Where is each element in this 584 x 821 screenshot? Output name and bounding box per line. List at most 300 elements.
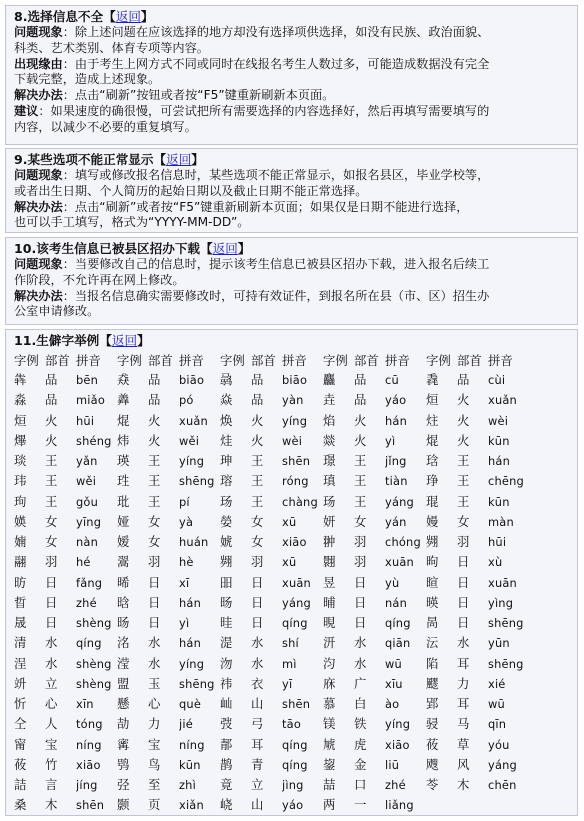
- line-text: ：除上述问题在应该选择的地方却没有选择项供选择，如没有民族、政治面貌、: [62, 25, 490, 39]
- line-label: 解决办法: [14, 88, 63, 103]
- pinyin-cell: xuǎn: [488, 393, 517, 408]
- radical-cell: 山: [251, 797, 264, 813]
- pinyin-cell: miǎo: [76, 393, 106, 408]
- pinyin-cell: xū: [282, 555, 297, 570]
- pinyin-cell: mì: [282, 656, 297, 671]
- radical-cell: 女: [251, 513, 264, 529]
- pinyin-cell: cū: [385, 373, 399, 388]
- table-row: [14, 552, 529, 572]
- radical-cell: 金: [354, 756, 367, 772]
- pinyin-cell: xuān: [488, 575, 517, 590]
- column-header: 拼音: [282, 352, 307, 368]
- radical-cell: 耳: [251, 736, 264, 752]
- char-cell: 寗: [117, 736, 130, 752]
- char-cell: 晗: [117, 594, 130, 610]
- pinyin-cell: yán: [385, 514, 407, 529]
- char-cell: 晛: [323, 615, 336, 631]
- table-row: [14, 532, 529, 552]
- char-cell: 玚: [220, 493, 233, 509]
- char-cell: 滢: [117, 655, 130, 671]
- section-10: [5, 237, 578, 325]
- table-row: [14, 755, 529, 775]
- radical-cell: 白: [354, 696, 367, 712]
- char-cell: 鋆: [323, 756, 336, 772]
- char-cell: 妍: [323, 513, 336, 529]
- char-cell: 暄: [426, 574, 439, 590]
- radical-cell: 草: [457, 736, 470, 752]
- pinyin-cell: xū: [282, 514, 297, 529]
- table-row: [14, 471, 529, 491]
- radical-cell: 火: [148, 432, 161, 448]
- pinyin-cell: qíng: [282, 616, 308, 631]
- char-cell: 炜: [117, 432, 130, 448]
- char-cell: 婻: [14, 534, 27, 550]
- column-header: 字例: [117, 352, 142, 368]
- char-cell: 桑: [14, 797, 27, 813]
- pinyin-cell: chóng: [385, 535, 421, 550]
- rare-character-table: [14, 349, 529, 816]
- radical-cell: 火: [457, 412, 470, 428]
- char-cell: 翯: [117, 554, 130, 570]
- char-cell: 鸮: [117, 756, 130, 772]
- pinyin-cell: yáng: [282, 595, 311, 610]
- radical-cell: 日: [457, 574, 470, 590]
- pinyin-cell: shēn: [282, 454, 311, 469]
- char-cell: 昫: [426, 554, 439, 570]
- text-line: [14, 120, 569, 136]
- pinyin-cell: shéng: [76, 433, 112, 448]
- char-cell: 莜: [14, 756, 27, 772]
- table-row: [14, 694, 529, 714]
- pinyin-cell: biāo: [179, 373, 205, 388]
- pinyin-cell: xù: [488, 555, 503, 570]
- column-header: 字例: [220, 352, 245, 368]
- char-cell: 昍: [220, 574, 233, 590]
- pinyin-cell: xuān: [385, 555, 414, 570]
- char-cell: 暎: [426, 594, 439, 610]
- char-cell: 婋: [220, 534, 233, 550]
- section-11: [5, 329, 578, 816]
- char-cell: 虓: [323, 736, 336, 752]
- char-cell: 清: [14, 635, 27, 651]
- pinyin-cell: yíng: [179, 656, 205, 671]
- pinyin-cell: yíng: [385, 717, 411, 732]
- char-cell: 翙: [220, 554, 233, 570]
- text-line: [14, 41, 569, 57]
- radical-cell: 火: [457, 432, 470, 448]
- table-row: [14, 492, 529, 512]
- table-row: [14, 431, 529, 451]
- table-row: [14, 795, 529, 815]
- radical-cell: 女: [148, 513, 161, 529]
- radical-cell: 品: [457, 372, 470, 388]
- pinyin-cell: yīng: [76, 514, 102, 529]
- radical-cell: 水: [45, 635, 58, 651]
- radical-cell: 王: [457, 453, 470, 469]
- pinyin-cell: qīn: [488, 717, 507, 732]
- char-cell: 慕: [323, 696, 336, 712]
- char-cell: 盟: [117, 675, 130, 691]
- line-text: 下载完整，造成上述现象。: [14, 72, 161, 87]
- radical-cell: 王: [251, 493, 264, 509]
- line-text: 科类、艺术类别、体育专项等内容。: [14, 40, 209, 55]
- char-cell: 羴: [117, 392, 130, 408]
- pinyin-cell: ào: [385, 697, 400, 712]
- text-line: [14, 104, 569, 120]
- char-cell: 焰: [323, 412, 336, 428]
- pinyin-cell: shēng: [179, 676, 215, 691]
- char-cell: 弢: [220, 716, 233, 732]
- text-line: [14, 184, 569, 200]
- char-cell: 嫒: [117, 534, 130, 550]
- char-cell: 麤: [323, 372, 336, 388]
- char-cell: 苓: [426, 777, 439, 793]
- char-cell: 嫈: [220, 513, 233, 529]
- table-row: [14, 411, 529, 431]
- char-cell: 洺: [117, 635, 130, 651]
- radical-cell: 火: [45, 412, 58, 428]
- pinyin-cell: bēn: [76, 373, 99, 388]
- pinyin-cell: níng: [76, 737, 102, 752]
- pinyin-cell: nàn: [76, 535, 99, 550]
- char-cell: 琰: [14, 453, 27, 469]
- radical-cell: 日: [354, 574, 367, 590]
- table-row: [14, 573, 529, 593]
- pinyin-cell: màn: [488, 514, 514, 529]
- column-header: 拼音: [179, 352, 204, 368]
- pinyin-cell: hán: [179, 595, 202, 610]
- char-cell: 竔: [14, 675, 27, 691]
- radical-cell: 日: [45, 615, 58, 631]
- pinyin-cell: hé: [76, 555, 91, 570]
- pinyin-cell: shēng: [488, 616, 524, 631]
- char-cell: 汧: [323, 635, 336, 651]
- pinyin-cell: liū: [385, 757, 400, 772]
- char-cell: 翀: [323, 534, 336, 550]
- pinyin-cell: wū: [385, 656, 402, 671]
- radical-cell: 竹: [45, 756, 58, 772]
- char-cell: 媖: [14, 513, 27, 529]
- pinyin-cell: kūn: [488, 433, 510, 448]
- char-cell: 骎: [426, 716, 439, 732]
- pinyin-cell: yáng: [385, 494, 414, 509]
- line-text: ：当要修改自己的信息时，提示该考生信息已被县区招办下载，进入报名后续工: [62, 257, 490, 271]
- line-text: 内容，以减少不必要的重复填写。: [14, 119, 197, 134]
- pinyin-cell: yà: [179, 514, 194, 529]
- radical-cell: 水: [45, 655, 58, 671]
- char-cell: 沄: [426, 635, 439, 651]
- char-cell: [426, 795, 457, 815]
- pinyin-cell: xuǎn: [179, 413, 208, 428]
- radical-cell: 品: [354, 392, 367, 408]
- back-link[interactable]: 返回: [115, 9, 141, 24]
- line-text: 作阶段，不允许再在网上修改。: [14, 272, 185, 287]
- table-header-row: [14, 349, 529, 370]
- char-cell: 竟: [220, 777, 233, 793]
- char-cell: 飂: [426, 675, 439, 691]
- pinyin-cell: yáo: [385, 393, 407, 408]
- column-header: 拼音: [488, 352, 513, 368]
- char-cell: 昱: [323, 574, 336, 590]
- char-cell: 莜: [426, 736, 439, 752]
- radical-cell: 日: [457, 594, 470, 610]
- radical-cell: 水: [457, 635, 470, 651]
- text-line: [14, 57, 569, 73]
- pinyin-cell: yūn: [488, 636, 510, 651]
- pinyin-cell: què: [179, 697, 202, 712]
- text-line: [14, 200, 569, 216]
- char-cell: 屾: [220, 696, 233, 712]
- column-header: 部首: [45, 352, 70, 368]
- pinyin-cell: yǎn: [76, 454, 98, 469]
- line-text: ：点击“刷新”按钮或者按“F5”键重新刷新本页面。: [62, 88, 335, 103]
- section-9-body: [14, 168, 569, 231]
- pinyin-cell: cùi: [488, 373, 506, 388]
- pinyin-cell: zhé: [385, 778, 406, 793]
- line-text: ：当报名信息确实需要修改时，可持有效证件，到报名所在县（市、区）招生办: [62, 288, 490, 303]
- radical-cell: 水: [148, 635, 161, 651]
- char-cell: 瑱: [323, 473, 336, 489]
- text-line: [14, 168, 569, 184]
- char-cell: 郢: [426, 696, 439, 712]
- pinyin-cell: gǒu: [76, 494, 99, 509]
- char-cell: 祎: [220, 675, 233, 691]
- radical-cell: 羽: [354, 554, 367, 570]
- radical-cell: 人: [45, 716, 58, 732]
- radical-cell: 日: [354, 594, 367, 610]
- char-cell: 翮: [14, 554, 27, 570]
- radical-cell: 宝: [45, 736, 58, 752]
- radical-cell: 日: [251, 615, 264, 631]
- radical-cell: 衣: [251, 675, 264, 691]
- radical-cell: 火: [251, 412, 264, 428]
- radical-cell: 火: [148, 412, 161, 428]
- char-cell: 汮: [323, 655, 336, 671]
- radical-cell: 女: [45, 513, 58, 529]
- pinyin-cell: nán: [385, 595, 408, 610]
- column-header: 字例: [323, 352, 348, 368]
- radical-cell: 王: [45, 453, 58, 469]
- pinyin-cell: qíng: [76, 636, 102, 651]
- pinyin-cell: pí: [179, 494, 190, 509]
- pinyin-cell: hè: [179, 555, 194, 570]
- pinyin-cell: xuān: [282, 575, 311, 590]
- table-row: [14, 390, 529, 410]
- radical-cell: 品: [148, 372, 161, 388]
- section-title: 11.生僻字举例【返回】: [14, 333, 150, 348]
- radical-cell: 水: [251, 635, 264, 651]
- char-cell: 峣: [220, 797, 233, 813]
- char-cell: 喆: [323, 777, 336, 793]
- line-label: 解决办法: [14, 288, 63, 303]
- pinyin-cell: fǎng: [76, 575, 103, 590]
- table-row: [14, 451, 529, 471]
- pinyin-cell: [488, 795, 529, 815]
- pinyin-cell: níng: [179, 737, 205, 752]
- radical-cell: 品: [45, 372, 58, 388]
- pinyin-cell: jié: [179, 717, 193, 732]
- table-row: [14, 633, 529, 653]
- radical-cell: 鸟: [148, 756, 161, 772]
- radical-cell: 言: [45, 777, 58, 793]
- column-header: 字例: [14, 352, 39, 368]
- section-title: 8.选择信息不全【返回】: [14, 9, 154, 24]
- pinyin-cell: xiāo: [282, 535, 307, 550]
- char-cell: 烓: [220, 432, 233, 448]
- radical-cell: 水: [354, 635, 367, 651]
- radical-cell: 日: [148, 594, 161, 610]
- pinyin-cell: pó: [179, 393, 194, 408]
- line-label: 出现缘由: [14, 56, 63, 71]
- table-row: [14, 613, 529, 633]
- radical-cell: 品: [148, 392, 161, 408]
- radical-cell: 立: [45, 675, 58, 691]
- radical-cell: 女: [148, 534, 161, 550]
- char-cell: 晡: [323, 594, 336, 610]
- pinyin-cell: zhé: [76, 595, 97, 610]
- char-cell: 弪: [117, 777, 130, 793]
- radical-cell: 羽: [148, 554, 161, 570]
- line-text: ：如果速度的确很慢，可尝试把所有需要选择的内容选择好，然后再填写需要填写的: [38, 103, 490, 118]
- pinyin-cell: yàn: [282, 393, 304, 408]
- pinyin-cell: hán: [179, 636, 202, 651]
- pinyin-cell: chēn: [488, 778, 517, 793]
- radical-cell: 青: [251, 756, 264, 772]
- pinyin-cell: shèng: [76, 616, 112, 631]
- line-text: ：填写或修改报名信息时，某些选项不能正常显示，如报名县区，毕业学校等，: [62, 168, 490, 182]
- radical-cell: 宝: [148, 736, 161, 752]
- column-header: 部首: [354, 352, 379, 368]
- char-cell: 焕: [220, 412, 233, 428]
- char-cell: 两: [323, 797, 336, 813]
- char-cell: 鹊: [220, 756, 233, 772]
- text-line: [14, 215, 569, 231]
- char-cell: 瑛: [117, 453, 130, 469]
- radical-cell: 日: [45, 594, 58, 610]
- char-cell: 旸: [220, 594, 233, 610]
- radical-cell: 王: [251, 453, 264, 469]
- pinyin-cell: shēn: [76, 798, 105, 813]
- radical-cell: 水: [251, 655, 264, 671]
- pinyin-cell: xīu: [385, 676, 403, 691]
- section-title: 9.某些选项不能正常显示【返回】: [14, 152, 204, 167]
- radical-cell: 心: [148, 696, 161, 712]
- char-cell: 晢: [14, 594, 27, 610]
- radical-cell: 虎: [354, 736, 367, 752]
- line-label: 建议: [14, 103, 39, 118]
- char-cell: 骉: [220, 372, 233, 388]
- back-link[interactable]: 返回: [111, 333, 138, 348]
- text-line: [14, 273, 569, 289]
- radical-cell: 至: [148, 777, 161, 793]
- radical-cell: 王: [45, 473, 58, 489]
- char-cell: 玭: [117, 493, 130, 509]
- pinyin-cell: xiǎn: [179, 798, 204, 813]
- pinyin-cell: liǎng: [385, 798, 414, 813]
- pinyin-cell: xiāo: [76, 757, 101, 772]
- char-cell: 燚: [323, 432, 336, 448]
- pinyin-cell: qíng: [385, 616, 411, 631]
- pinyin-cell: biāo: [282, 373, 308, 388]
- radical-cell: 火: [457, 392, 470, 408]
- table-row: [14, 714, 529, 734]
- pinyin-cell: hūi: [76, 413, 95, 428]
- radical-cell: 铁: [354, 716, 367, 732]
- table-row: [14, 512, 529, 532]
- char-cell: 湜: [220, 635, 233, 651]
- char-cell: 飕: [426, 756, 439, 772]
- back-link[interactable]: 返回: [212, 241, 238, 256]
- section-8: [5, 5, 578, 145]
- pinyin-cell: yì: [385, 433, 396, 448]
- pinyin-cell: qiān: [385, 636, 411, 651]
- radical-cell: 日: [457, 615, 470, 631]
- section-8-body: [14, 25, 569, 136]
- pinyin-cell: chēng: [488, 474, 524, 489]
- char-cell: 焜: [426, 432, 439, 448]
- pinyin-cell: yóu: [488, 737, 510, 752]
- char-cell: 瑢: [220, 473, 233, 489]
- line-label: 问题现象: [14, 257, 63, 271]
- char-cell: 琤: [426, 473, 439, 489]
- radical-cell: 日: [457, 554, 470, 570]
- pinyin-cell: jìng: [282, 778, 304, 793]
- radical-cell: 木: [45, 797, 58, 813]
- pinyin-cell: xīn: [76, 697, 94, 712]
- pinyin-cell: zhì: [179, 778, 196, 793]
- line-text: ：点击“刷新”或者按“F5”键重新刷新本页面；如果仅是日期不能进行选择，: [62, 199, 469, 214]
- char-cell: 珅: [220, 453, 233, 469]
- char-cell: 烜: [426, 392, 439, 408]
- char-cell: 淼: [14, 392, 27, 408]
- radical-cell: 日: [148, 615, 161, 631]
- pinyin-cell: shēn: [282, 697, 311, 712]
- line-label: 问题现象: [14, 168, 63, 182]
- pinyin-cell: qíng: [282, 737, 308, 752]
- pinyin-cell: tāo: [282, 717, 302, 732]
- radical-cell: 心: [45, 696, 58, 712]
- radical-cell: 品: [251, 392, 264, 408]
- char-cell: 琨: [426, 493, 439, 509]
- char-cell: 毳: [426, 372, 439, 388]
- char-cell: 玽: [14, 493, 27, 509]
- radical-cell: 页: [148, 797, 161, 813]
- pinyin-cell: wèi: [488, 413, 509, 428]
- pinyin-cell: yī: [282, 676, 293, 691]
- radical-cell: 品: [251, 372, 264, 388]
- radical-cell: 品: [354, 372, 367, 388]
- char-cell: 昉: [14, 574, 27, 590]
- char-cell: 犇: [14, 372, 27, 388]
- radical-cell: 王: [354, 453, 367, 469]
- column-header: 部首: [148, 352, 173, 368]
- pinyin-cell: tóng: [76, 717, 103, 732]
- back-link[interactable]: 返回: [166, 152, 192, 167]
- radical-cell: 王: [251, 473, 264, 489]
- text-line: [14, 257, 569, 273]
- radical-cell: 王: [354, 493, 367, 509]
- char-cell: 玮: [14, 473, 27, 489]
- pinyin-cell: kūn: [179, 757, 201, 772]
- char-cell: 旸: [117, 615, 130, 631]
- pinyin-cell: shēng: [179, 474, 215, 489]
- radical-cell: 王: [457, 473, 470, 489]
- radical-cell: 火: [354, 412, 367, 428]
- char-cell: 烜: [14, 412, 27, 428]
- pinyin-cell: wū: [488, 697, 505, 712]
- radical-cell: 日: [45, 574, 58, 590]
- table-row: [14, 775, 529, 795]
